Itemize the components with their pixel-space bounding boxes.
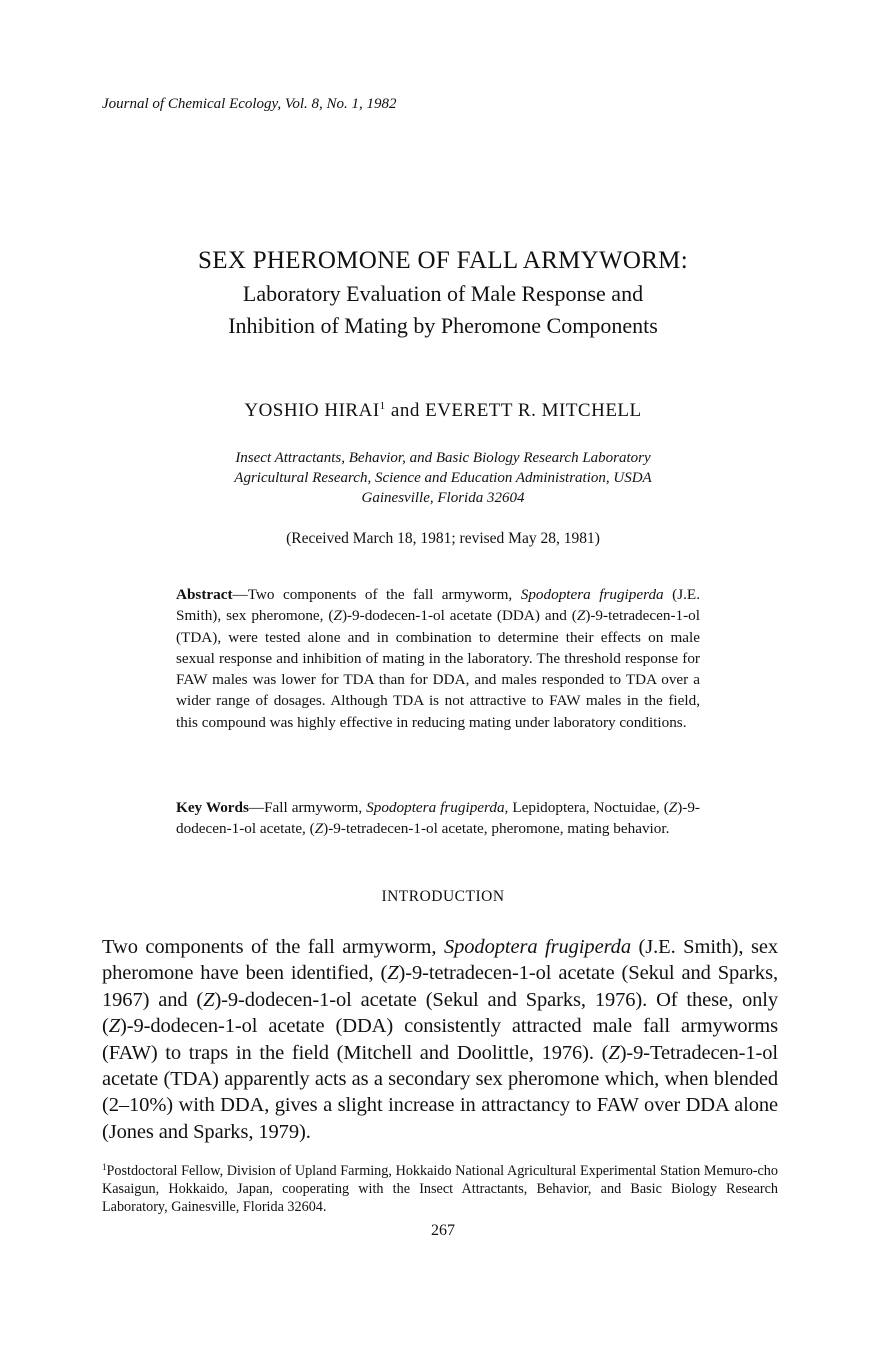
keywords-text: )-9-tetradecen-1-ol acetate, pheromone, mating behavior. [323,820,670,837]
journal-citation: Journal of Chemical Ecology, Vol. 8, No. 1, 1982 [102,96,397,112]
intro-text: (J.E. Smith), sex pheromone have been identified, ( [102,936,778,985]
keywords-label: Key Words [176,799,249,816]
footnote-text: Postdoctoral Fellow, Division of Upland Farming, Hokkaido National Agricultural Experimental Station Memuro-cho Kasaigun, Hokkaido, Japan, cooperating with the Insect Attractants, Behavior, and Basic Biology Research Laboratory, Gainesville, Florida 32604. [102,1163,778,1216]
keywords-z: Z [668,799,678,816]
abstract-text: )-9-dodecen-1-ol acetate (DDA) and ( [341,607,577,625]
section-heading-introduction: INTRODUCTION [381,888,505,905]
keywords-text: Lepidoptera, Noctuidae, ( [508,799,669,816]
page-number: 267 [431,1222,455,1239]
abstract-dash: — [232,586,248,603]
intro-z: Z [608,1041,620,1064]
author-conjunction: and [385,400,426,421]
author-2: EVERETT R. MITCHELL [425,400,642,421]
abstract-z: Z [576,607,586,625]
abstract-z: Z [333,607,342,625]
keywords-z: Z [314,820,324,837]
received-dates: (Received March 18, 1981; revised May 28, 1981) [286,530,600,547]
affiliation-line-2: Agricultural Research, Science and Education Administration, USDA [234,470,652,486]
key-words [176,797,700,839]
footnote [102,1158,778,1217]
abstract-text: Two components of the fall armyworm, [247,586,521,603]
title-line-2: Laboratory Evaluation of Male Response and [242,281,644,306]
keywords-species: Spodoptera frugiperda, [366,799,509,816]
abstract-text: (J.E. Smith), sex pheromone, ( [176,586,700,625]
intro-z: Z [203,988,215,1011]
introduction-paragraph [102,934,778,1145]
abstract-text: )-9-tetradecen-1-ol (TDA), were tested alone and in combination to determine their effects on male sexual response and inhibition of mating in the laboratory. The threshold response for FAW males was lower for TDA than for DDA, and males responded to TDA over a wider range of dosages. Although TDA is not attractive to FAW males in the field, this compound was highly effective in reducing mating under laboratory conditions. [176,607,700,731]
title-line-3: Inhibition of Mating by Pheromone Components [228,313,658,338]
intro-z: Z [108,1015,121,1038]
abstract [176,584,700,733]
keywords-text: )-9-dodecen-1-ol acetate, ( [176,799,700,837]
keywords-text: Fall armyworm, [264,799,367,816]
intro-species: Spodoptera frugiperda [443,936,631,958]
title-line-1: SEX PHEROMONE OF FALL ARMYWORM: [198,247,688,274]
intro-text: )-9-tetradecen-1-ol acetate (Sekul and Sparks, 1967) and ( [102,962,778,1011]
author-1: YOSHIO HIRAI [244,400,380,421]
affiliation-line-3: Gainesville, Florida 32604 [361,490,525,506]
intro-text: )-9-dodecen-1-ol acetate (DDA) consistently attracted male fall armyworms (FAW) to traps in the field (Mitchell and Doolittle, 1976). ( [102,1015,778,1064]
author-list [0,400,886,422]
keywords-dash: — [248,799,265,816]
affiliation-line-1: Insect Attractants, Behavior, and Basic Biology Research Laboratory [235,450,651,466]
intro-text: )-9-Tetradecen-1-ol acetate (TDA) apparently acts as a secondary sex pheromone which, when blended (2–10%) with DDA, gives a slight increase in attractancy to FAW over DDA alone (Jones and Sparks, 1979). [102,1041,778,1143]
intro-text: Two components of the fall armyworm, [102,936,444,958]
intro-z: Z [387,962,399,985]
footnote-marker: 1 [102,1162,107,1172]
abstract-label: Abstract [176,586,233,603]
intro-text: )-9-dodecen-1-ol acetate (Sekul and Sparks, 1976). Of these, only ( [102,988,778,1038]
abstract-species: Spodoptera frugiperda [520,586,664,603]
author-1-footnote-marker: 1 [379,400,386,412]
